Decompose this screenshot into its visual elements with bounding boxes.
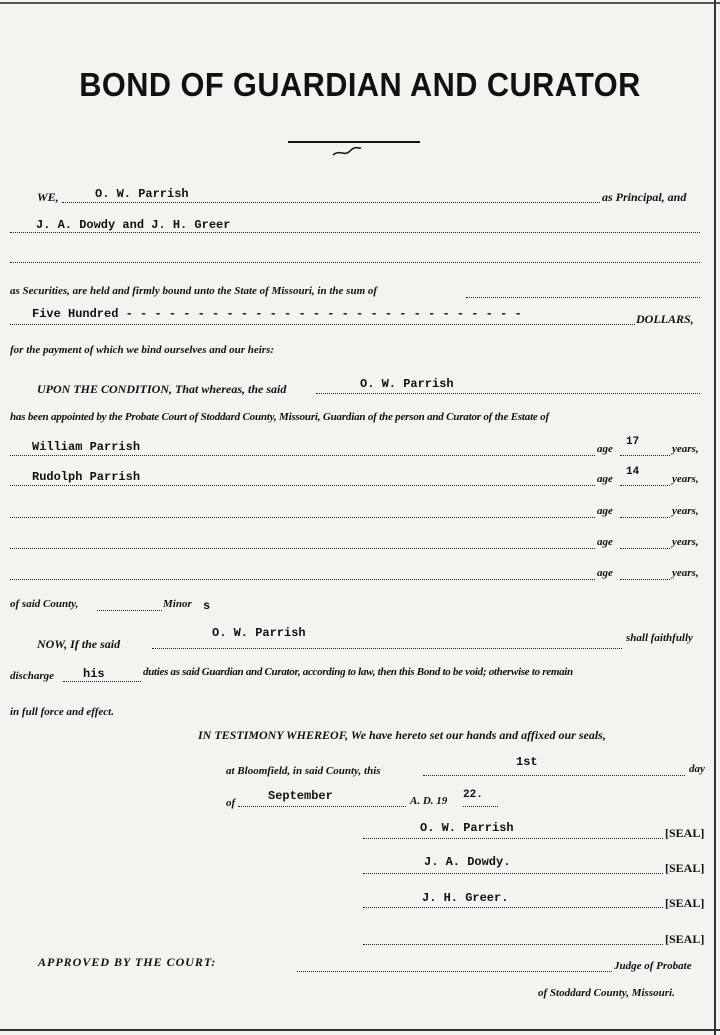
bottom-border <box>0 1029 720 1031</box>
said-name: O. W. Parrish <box>360 377 454 391</box>
top-border <box>0 2 720 4</box>
securities-line-2 <box>10 262 700 263</box>
appointed-label: has been appointed by the Probate Court of Stoddard County, Missouri, Guardian of the person and Curator of the Estate of <box>10 411 549 423</box>
right-border <box>714 0 716 1035</box>
pronoun: his <box>83 667 105 681</box>
minor-1-line <box>10 455 595 456</box>
we-label: WE, <box>37 190 59 204</box>
seal-2: [SEAL] <box>665 861 705 875</box>
month-value: September <box>268 789 333 803</box>
sum-line <box>10 324 635 325</box>
signature-2: J. A. Dowdy. <box>424 855 511 869</box>
signature-3-line <box>363 907 663 908</box>
at-bloomfield-label: at Bloomfield, in said County, this <box>226 765 381 777</box>
month-line <box>238 806 406 807</box>
judge-label: Judge of Probate <box>614 960 692 972</box>
discharge-label: discharge <box>10 670 54 682</box>
now-if-label: NOW, If the said <box>37 637 121 651</box>
upon-condition-label: UPON THE CONDITION, That whereas, the said <box>37 382 287 396</box>
of-said-county-label: of said County, <box>10 598 79 610</box>
minor-1-age-label: age <box>597 443 613 455</box>
minor-label: Minor <box>163 598 192 610</box>
minor-4-line <box>10 548 595 549</box>
signature-1-line <box>363 838 663 839</box>
minor-3-line <box>10 517 595 518</box>
minor-3-age-label: age <box>597 505 613 517</box>
seal-3: [SEAL] <box>665 896 705 910</box>
of-stoddard-label: of Stoddard County, Missouri. <box>538 987 675 999</box>
approved-label: APPROVED BY THE COURT: <box>38 955 217 969</box>
duties-label: duties as said Guardian and Curator, according to law, then this Bond to be void; otherwise to remain <box>143 666 573 678</box>
minor-5-age-line <box>620 579 670 580</box>
testimony-label: IN TESTIMONY WHEREOF, We have hereto set our hands and affixed our seals, <box>198 728 606 742</box>
county-line <box>97 610 162 611</box>
title-flourish-icon <box>332 146 362 158</box>
as-principal-label: as Principal, and <box>602 190 687 204</box>
minor-2-line <box>10 485 595 486</box>
minor-1-years-label: years, <box>672 443 699 455</box>
ad-label: A. D. 19 <box>410 795 448 807</box>
seal-4: [SEAL] <box>665 932 705 946</box>
minor-1-name: William Parrish <box>32 440 141 454</box>
minor-4-years-label: years, <box>672 536 699 548</box>
minor-suffix: s <box>203 599 211 613</box>
minor-5-age-label: age <box>597 567 613 579</box>
year-value: 22. <box>463 789 483 801</box>
now-name-line <box>152 648 622 649</box>
as-securities-label: as Securities, are held and firmly bound unto the State of Missouri, in the sum of <box>10 285 378 297</box>
year-line <box>463 806 498 807</box>
minor-5-years-label: years, <box>672 567 699 579</box>
minor-4-age-label: age <box>597 536 613 548</box>
said-name-line <box>316 393 700 394</box>
judge-line <box>297 971 612 972</box>
minor-2-age-line <box>620 485 670 486</box>
title-rule <box>288 141 420 143</box>
securities-names: J. A. Dowdy and J. H. Greer <box>36 218 231 232</box>
minor-4-age-line <box>620 548 670 549</box>
minor-5-line <box>10 579 595 580</box>
signature-4-line <box>363 944 663 945</box>
dollars-label: DOLLARS, <box>636 312 694 326</box>
principal-line <box>62 202 600 203</box>
minor-3-age-line <box>620 517 670 518</box>
sum-start-line <box>466 297 700 298</box>
day-label: day <box>689 763 705 775</box>
minor-1-age-line <box>620 455 670 456</box>
securities-line-1 <box>10 232 700 233</box>
minor-2-years-label: years, <box>672 473 699 485</box>
minor-2-age: 14 <box>626 466 640 478</box>
signature-2-line <box>363 873 663 874</box>
signature-3: J. H. Greer. <box>422 891 509 905</box>
in-full-force-label: in full force and effect. <box>10 706 114 718</box>
minor-1-age: 17 <box>626 436 640 448</box>
minor-2-age-label: age <box>597 473 613 485</box>
signature-1: O. W. Parrish <box>420 821 514 835</box>
seal-1: [SEAL] <box>665 826 705 840</box>
sum-amount: Five Hundred - - - - - - - - - - - - - - - - - - - - - - - - - - - - <box>32 307 522 321</box>
principal-name: O. W. Parrish <box>95 187 189 201</box>
day-value: 1st <box>516 755 538 769</box>
pronoun-line <box>63 681 141 682</box>
for-payment-label: for the payment of which we bind ourselves and our heirs: <box>10 344 275 356</box>
now-name: O. W. Parrish <box>212 626 306 640</box>
shall-faithfully-label: shall faithfully <box>626 632 693 644</box>
minor-3-years-label: years, <box>672 505 699 517</box>
of-label: of <box>226 797 236 809</box>
day-line <box>423 775 685 776</box>
document-title: BOND OF GUARDIAN AND CURATOR <box>79 66 641 103</box>
minor-2-name: Rudolph Parrish <box>32 470 141 484</box>
